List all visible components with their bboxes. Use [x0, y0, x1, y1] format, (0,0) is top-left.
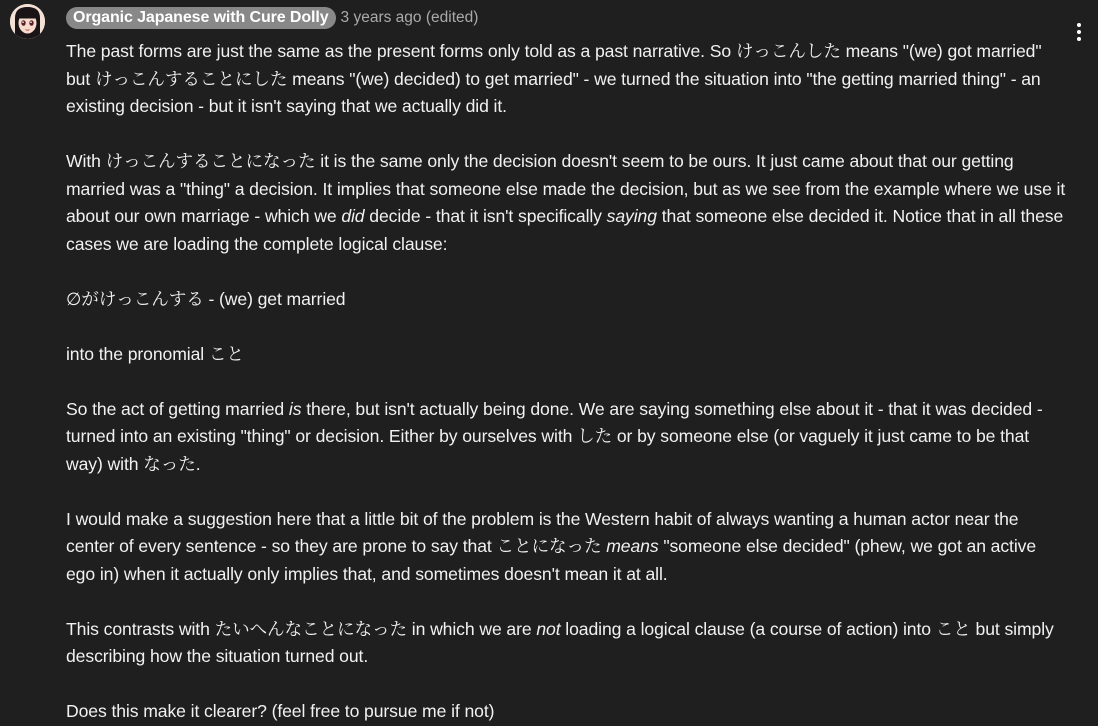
comment-paragraph [66, 616, 1066, 671]
paragraph-gap [66, 258, 1066, 286]
emphasis-text: saying [606, 206, 657, 226]
paragraph-gap [66, 313, 1066, 341]
paragraph-gap [66, 588, 1066, 616]
paragraph-text: "someone else decided" (phew, we got an active ego in) when it actually only implies that, and sometimes doesn't mean it at all. [66, 536, 1037, 584]
more-vertical-icon[interactable] [1066, 16, 1092, 48]
paragraph-text: With けっこんすることになった it is the same only the decision doesn't seem to be ours. It just came about that our getting married was a "thing" a decision. It implies that someone else made the decision, but as we see from the example where we use it about our own marriage - which we [66, 151, 1066, 226]
menu-dot [1077, 23, 1081, 27]
emphasis-text: did [341, 206, 365, 226]
comment-paragraph [66, 38, 1066, 121]
comment-paragraph [66, 506, 1066, 589]
emphasis-text: not [536, 618, 561, 639]
comment-timestamp[interactable]: 3 years ago (edited) [340, 9, 479, 26]
paragraph-text: Does this make it clearer? (feel free to pursue me if not) [66, 701, 495, 721]
menu-dot [1077, 37, 1081, 41]
paragraph-text: that someone else decided it. Notice that in all these cases we are loading the complete logical clause: [66, 206, 1064, 254]
avatar-anime-girl-icon [10, 4, 45, 39]
comment-paragraph [66, 148, 1066, 258]
comment-paragraph [66, 396, 1066, 479]
paragraph-gap [66, 478, 1066, 506]
emphasis-text: is [288, 398, 302, 419]
paragraph-text: ∅がけっこんする - (we) get married [66, 288, 346, 309]
comment-paragraph [66, 286, 1066, 314]
comment-header [66, 6, 478, 30]
paragraph-text: loading a logical clause (a course of action) into こと but simply describing how the situation turned out. [66, 618, 1054, 666]
paragraph-gap [66, 671, 1066, 699]
paragraph-text: I would make a suggestion here that a little bit of the problem is the Western habit of always wanting a human actor near the center of every sentence - so they are prone to say that ことになった [66, 508, 1019, 556]
paragraph-text: there, but isn't actually being done. We are saying something else about it - that it was decided - turned into an existing "thing" or decision. Either by ourselves with した or by someone else (or vaguely it just came to be that way) with なった. [66, 398, 1043, 474]
comment-paragraph [66, 341, 1066, 369]
paragraph-text: into the pronomial こと [66, 343, 244, 364]
comment-body [66, 38, 1066, 726]
paragraph-gap [66, 368, 1066, 396]
paragraph-text: So the act of getting married [66, 398, 289, 419]
author-name-badge[interactable]: Organic Japanese with Cure Dolly [66, 7, 336, 29]
comment-paragraph [66, 698, 1066, 726]
paragraph-text: The past forms are just the same as the present forms only told as a past narrative. So けっこんした means "(we) got married" but けっこんすることにした means "(we) decided) to get married" - we turned the situation into "the getting married thing" - an existing decision - but it isn't saying that we actually did it. [66, 41, 1042, 116]
menu-dot [1077, 30, 1081, 34]
paragraph-gap [66, 121, 1066, 149]
paragraph-text: This contrasts with たいへんなことになった in which we are [66, 618, 537, 639]
emphasis-text: means [606, 536, 659, 556]
author-avatar[interactable] [10, 4, 45, 39]
paragraph-text: decide - that it isn't specifically [364, 206, 607, 226]
